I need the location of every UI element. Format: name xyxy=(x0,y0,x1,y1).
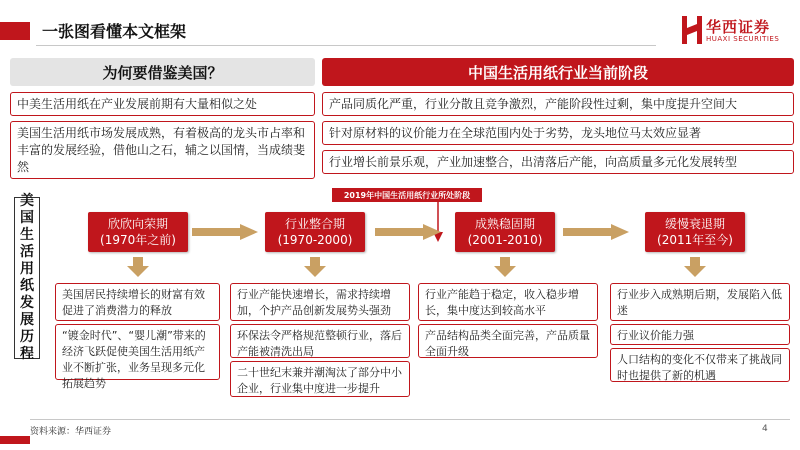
label-char: 程 xyxy=(20,346,34,362)
stage-4-period: (2011年至今) xyxy=(657,233,733,247)
left-item-2: 美国生活用纸市场发展成熟，有着极高的龙头市占率和丰富的发展经验，借他山之石，辅之以国情，当成绩斐然 xyxy=(10,121,315,179)
label-char: 展 xyxy=(20,312,34,328)
logo-subtitle: HUAXI SECURITIES xyxy=(706,35,780,43)
stage-2-point-2: 环保法令严格规范整顿行业，落后产能被清洗出局 xyxy=(230,324,410,358)
label-char: 活 xyxy=(20,244,34,260)
stage-4-point-3: 人口结构的变化不仅带来了挑战同时也提供了新的机遇 xyxy=(610,348,790,382)
stage-2-name: 行业整合期 xyxy=(284,217,345,231)
stage-2-point-3: 二十世纪末兼并潮淘汰了部分中小企业，行业集中度进一步提升 xyxy=(230,361,410,397)
stage-1-point-2: “镀金时代”、“婴儿潮”带来的经济飞跃促使美国生活用纸产业不断扩张，业务呈现多元化拓展趋势 xyxy=(55,324,220,380)
stage-1-point-1: 美国居民持续增长的财富有效促进了消费潜力的释放 xyxy=(55,283,220,321)
stage-3-period: (2001-2010) xyxy=(467,233,543,247)
label-char: 用 xyxy=(20,261,34,277)
label-char: 纸 xyxy=(20,278,34,294)
source-note: 资料来源：华西证券 xyxy=(30,427,112,437)
history-vertical-label xyxy=(14,193,40,362)
footer-divider xyxy=(30,419,790,420)
stage-1-name: 欣欣向荣期 xyxy=(107,217,168,231)
label-char: 发 xyxy=(20,295,34,311)
right-item-3: 行业增长前景乐观，产业加速整合，出清落后产能，向高质量多元化发展转型 xyxy=(322,150,794,174)
down-arrow-icon xyxy=(684,257,706,277)
label-char: 历 xyxy=(20,329,34,345)
right-item-2: 针对原材料的议价能力在全球范围内处于劣势，龙头地位马太效应显著 xyxy=(322,121,794,145)
title-accent-bar xyxy=(0,22,30,40)
stage-4-point-1: 行业步入成熟期后期，发展陷入低迷 xyxy=(610,283,790,321)
stage-3-name: 成熟稳固期 xyxy=(474,217,535,231)
title-divider xyxy=(36,45,656,46)
left-panel-header: 为何要借鉴美国？ xyxy=(10,58,315,86)
footer-accent-bar xyxy=(0,436,30,444)
left-item-1: 中美生活用纸在产业发展前期有大量相似之处 xyxy=(10,92,315,116)
stage-2-period: (1970-2000) xyxy=(277,233,353,247)
stage-2-point-1: 行业产能快速增长，需求持续增加，个护产品创新发展势头强劲 xyxy=(230,283,410,321)
down-arrow-icon xyxy=(494,257,516,277)
right-arrow-icon xyxy=(192,224,258,240)
down-arrow-icon xyxy=(127,257,149,277)
stage-3 xyxy=(455,212,555,252)
stage-2 xyxy=(265,212,365,252)
stage-3-point-1: 行业产能趋于稳定，收入稳步增长，集中度达到较高水平 xyxy=(418,283,598,321)
stage-3-point-2: 产品结构品类全面完善，产品质量全面升级 xyxy=(418,324,598,358)
page-number: 4 xyxy=(762,424,768,434)
stage-4 xyxy=(645,212,745,252)
huaxi-logo-icon xyxy=(680,14,704,46)
label-char: 美 xyxy=(20,193,34,209)
label-char: 生 xyxy=(20,227,34,243)
right-panel-header: 中国生活用纸行业当前阶段 xyxy=(322,58,794,86)
down-arrow-icon xyxy=(304,257,326,277)
stage-4-name: 缓慢衰退期 xyxy=(664,217,725,231)
page-title: 一张图看懂本文框架 xyxy=(42,22,187,41)
logo-name: 华西证券 xyxy=(706,18,771,36)
stage-1 xyxy=(88,212,188,252)
stage-1-period: (1970年之前) xyxy=(100,233,176,247)
right-arrow-icon xyxy=(375,224,441,240)
right-arrow-icon xyxy=(563,224,629,240)
label-char: 国 xyxy=(20,210,34,226)
right-item-1: 产品同质化严重，行业分散且竞争激烈，产能阶段性过剩，集中度提升空间大 xyxy=(322,92,794,116)
stage-4-point-2: 行业议价能力强 xyxy=(610,324,790,345)
current-stage-callout: 2019年中国生活用纸行业所处阶段 xyxy=(332,188,482,202)
